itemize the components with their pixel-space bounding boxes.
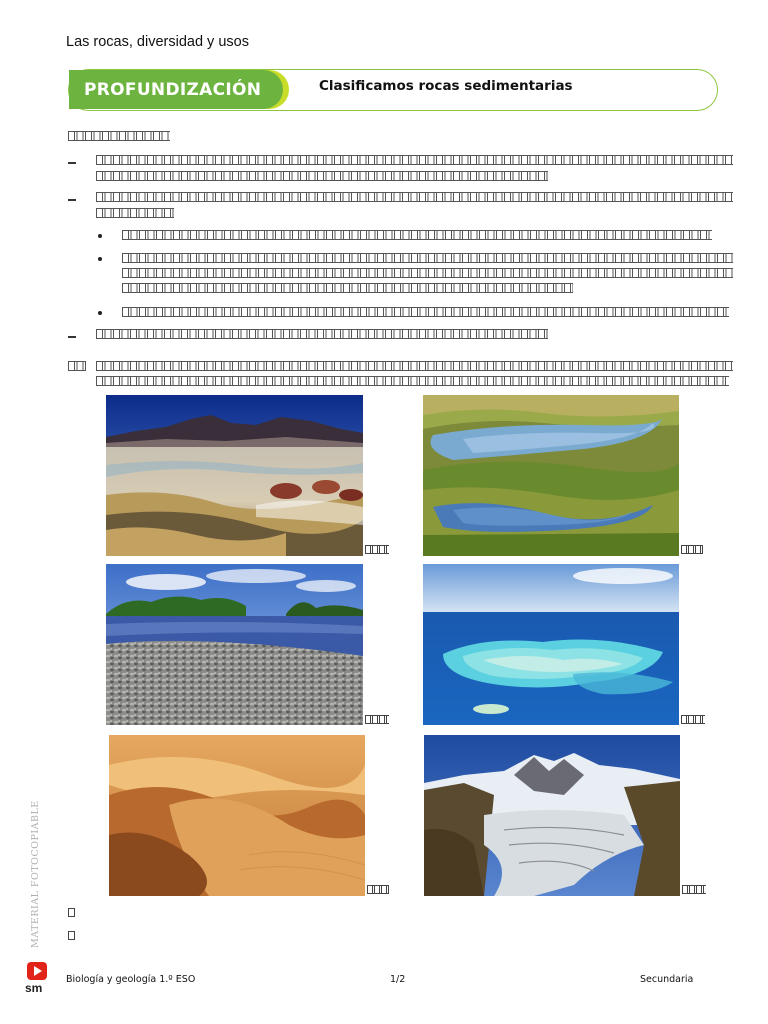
photo-salt-flat bbox=[106, 395, 363, 556]
logo-text: sm bbox=[25, 981, 43, 995]
banner-heading: Clasificamos rocas sedimentarias bbox=[319, 78, 573, 94]
answer-box bbox=[68, 931, 75, 940]
photo-label-3 bbox=[365, 715, 389, 724]
photo-coral-reef bbox=[423, 564, 679, 725]
photo-glacier bbox=[424, 735, 680, 896]
obscured-line bbox=[96, 329, 548, 339]
bullet bbox=[98, 234, 102, 238]
obscured-line bbox=[122, 307, 729, 317]
list-dash bbox=[68, 162, 76, 164]
photo-wetland bbox=[423, 395, 679, 556]
obscured-line bbox=[96, 376, 729, 386]
obscured-line bbox=[96, 361, 733, 371]
banner-label: PROFUNDIZACIÓN bbox=[84, 80, 262, 100]
photo-sand-dunes bbox=[109, 735, 365, 896]
list-dash bbox=[68, 336, 76, 338]
obscured-heading bbox=[68, 131, 170, 141]
footer-course: Biología y geología 1.º ESO bbox=[66, 974, 196, 985]
document-title: Las rocas, diversidad y usos bbox=[66, 34, 249, 50]
section-banner bbox=[68, 69, 718, 111]
photo-label-6 bbox=[682, 885, 706, 894]
photo-label-5 bbox=[367, 885, 389, 894]
obscured-line bbox=[122, 283, 573, 293]
obscured-line bbox=[96, 171, 548, 181]
obscured-line bbox=[122, 253, 733, 263]
list-dash bbox=[68, 199, 76, 201]
publisher-logo bbox=[25, 962, 49, 995]
play-icon bbox=[27, 962, 47, 980]
obscured-line bbox=[122, 230, 712, 240]
photo-river-gravel bbox=[106, 564, 363, 725]
side-vertical-text: MATERIAL FOTOCOPIABLE bbox=[30, 800, 41, 948]
obscured-line bbox=[96, 208, 174, 218]
photo-label-2 bbox=[681, 545, 703, 554]
photo-label-1 bbox=[365, 545, 389, 554]
obscured-line bbox=[96, 155, 733, 165]
obscured-line bbox=[96, 192, 733, 202]
photo-label-4 bbox=[681, 715, 705, 724]
bullet bbox=[98, 257, 102, 261]
obscured-line bbox=[122, 268, 733, 278]
footer-page-number: 1/2 bbox=[390, 974, 406, 985]
answer-box bbox=[68, 908, 75, 917]
bullet bbox=[98, 311, 102, 315]
obscured-number bbox=[68, 361, 86, 371]
footer-level: Secundaria bbox=[640, 974, 694, 985]
